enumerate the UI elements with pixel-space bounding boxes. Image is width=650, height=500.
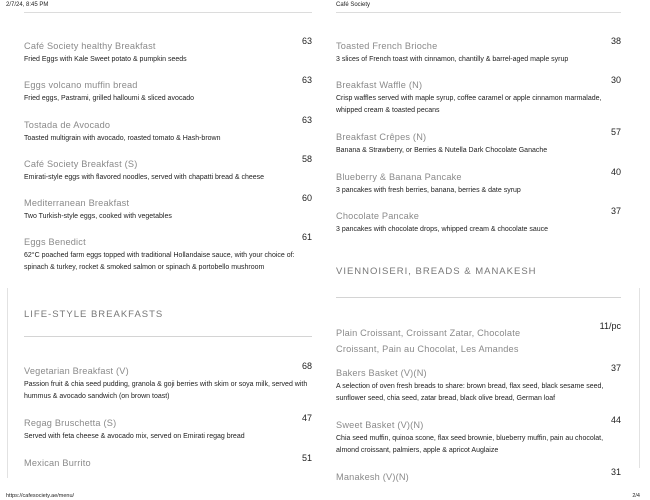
item-description: Served with feta cheese & avocado mix, served on Emirati regag bread: [24, 433, 245, 440]
item-name: Vegetarian Breakfast (V): [24, 366, 129, 376]
item-name: Bakers Basket (V)(N): [336, 368, 427, 378]
item-description: Chia seed muffin, quinoa scone, flax seed brownie, blueberry muffin, pain au chocolat, almond croissant, palmiers, apple & apricot Auglaize: [336, 435, 604, 454]
print-datetime: 2/7/24, 8:45 PM: [6, 2, 49, 8]
item-name: Breakfast Crêpes (N): [336, 132, 427, 142]
item-name: Breakfast Waffle (N): [336, 80, 423, 90]
item-name: Mediterranean Breakfast: [24, 198, 130, 208]
item-description: Passion fruit & chia seed pudding, granola & goji berries with skim or soya milk, served with hummus & avocado sandwich (on brown toast): [24, 381, 308, 400]
item-description: Fried eggs, Pastrami, grilled halloumi & sliced avocado: [24, 95, 195, 102]
menu-item: [336, 321, 621, 357]
item-price: 40: [610, 167, 621, 177]
item-description: 3 slices of French toast with cinnamon, chantilly & barrel-aged maple syrup: [336, 56, 569, 63]
menu-item: [24, 193, 312, 223]
page-url: https://cafesociety.ae/menu/: [6, 493, 75, 499]
item-price: 63: [301, 75, 312, 85]
item-description: 62°C poached farm eggs topped with traditional Hollandaise sauce, with your choice of: spinach & turkey, rocket & smoked salmon or spinach & portobello mushroom: [24, 252, 295, 271]
menu-item: [24, 453, 312, 470]
header-divider: [24, 12, 312, 13]
item-price: 63: [301, 115, 312, 125]
item-description: 3 pancakes with chocolate drops, whipped cream & chocolate sauce: [336, 226, 549, 233]
section-title: VIENNOISERI, BREADS & MANAKESH: [336, 266, 537, 277]
page-edge-line: [639, 288, 640, 468]
menu-item: [24, 361, 312, 403]
item-price: 63: [301, 36, 312, 46]
section-divider: [336, 297, 621, 298]
menu-item: [336, 467, 621, 484]
page-number: 2/4: [632, 493, 640, 499]
item-description: Two Turkish-style eggs, cooked with vegetables: [24, 213, 172, 220]
menu-item: [336, 167, 621, 197]
section-title: LIFE-STYLE BREAKFASTS: [24, 309, 164, 320]
item-description: Fried Eggs with Kale Sweet potato & pumpkin seeds: [24, 56, 187, 63]
item-description: A selection of oven fresh breads to share: brown bread, flax seed, black sesame seed, sunflower seed, chia seed, zatar bread, black olive bread, German loaf: [336, 383, 604, 402]
menu-item: [24, 232, 312, 274]
item-name: Sweet Basket (V)(N): [336, 420, 424, 430]
item-name: Eggs volcano muffin bread: [24, 80, 138, 90]
item-name: Regag Bruschetta (S): [24, 418, 117, 428]
item-description: Emirati-style eggs with flavored noodles, served with chapatti bread & cheese: [24, 174, 265, 181]
item-name: Blueberry & Banana Pancake: [336, 172, 462, 182]
menu-item: [336, 415, 621, 457]
header-divider: [336, 12, 621, 13]
item-price: 61: [301, 232, 312, 242]
item-name: Tostada de Avocado: [24, 120, 111, 130]
item-price: 31: [610, 467, 621, 477]
item-name: Café Society healthy Breakfast: [24, 41, 156, 51]
item-price: 37: [610, 363, 621, 373]
item-price: 37: [610, 206, 621, 216]
menu-item: [24, 115, 312, 145]
page-edge-line: [7, 288, 8, 478]
item-name: Mexican Burrito: [24, 458, 91, 468]
menu-item: [336, 36, 621, 66]
item-name: Eggs Benedict: [24, 237, 86, 247]
item-price: 58: [301, 154, 312, 164]
item-price: 44: [610, 415, 621, 425]
menu-item: [24, 413, 312, 443]
section-divider: [24, 336, 312, 337]
right-page: [325, 0, 650, 500]
item-name: Toasted French Brioche: [336, 41, 438, 51]
item-name: Plain Croissant, Croissant Zatar, Chocolate Croissant, Pain au Chocolat, Les Amandes: [336, 328, 521, 354]
menu-item: [24, 36, 312, 66]
item-price: 51: [301, 453, 312, 463]
item-name: Manakesh (V)(N): [336, 472, 409, 482]
menu-item: [336, 127, 621, 157]
item-price: 30: [610, 75, 621, 85]
item-description: 3 pancakes with fresh berries, banana, berries & date syrup: [336, 187, 521, 194]
item-description: Toasted multigrain with avocado, roasted tomato & Hash-brown: [24, 135, 221, 142]
menu-item: [24, 75, 312, 105]
menu-item: [336, 206, 621, 236]
item-price: 57: [610, 127, 621, 137]
item-price: 60: [301, 193, 312, 203]
item-description: Crisp waffles served with maple syrup, coffee caramel or apple cinnamon marmalade, whipped cream & toasted pecans: [336, 95, 602, 114]
menu-item: [336, 363, 621, 405]
item-description: Banana & Strawberry, or Berries & Nutella Dark Chocolate Ganache: [336, 147, 548, 154]
item-price: 68: [301, 361, 312, 371]
item-price: 38: [610, 36, 621, 46]
item-name: Café Society Breakfast (S): [24, 159, 138, 169]
page-title: Café Society: [336, 2, 371, 8]
menu-item: [24, 154, 312, 184]
item-price: 11/pc: [599, 321, 621, 331]
item-name: Chocolate Pancake: [336, 211, 420, 221]
item-price: 47: [301, 413, 312, 423]
menu-item: [336, 75, 621, 117]
